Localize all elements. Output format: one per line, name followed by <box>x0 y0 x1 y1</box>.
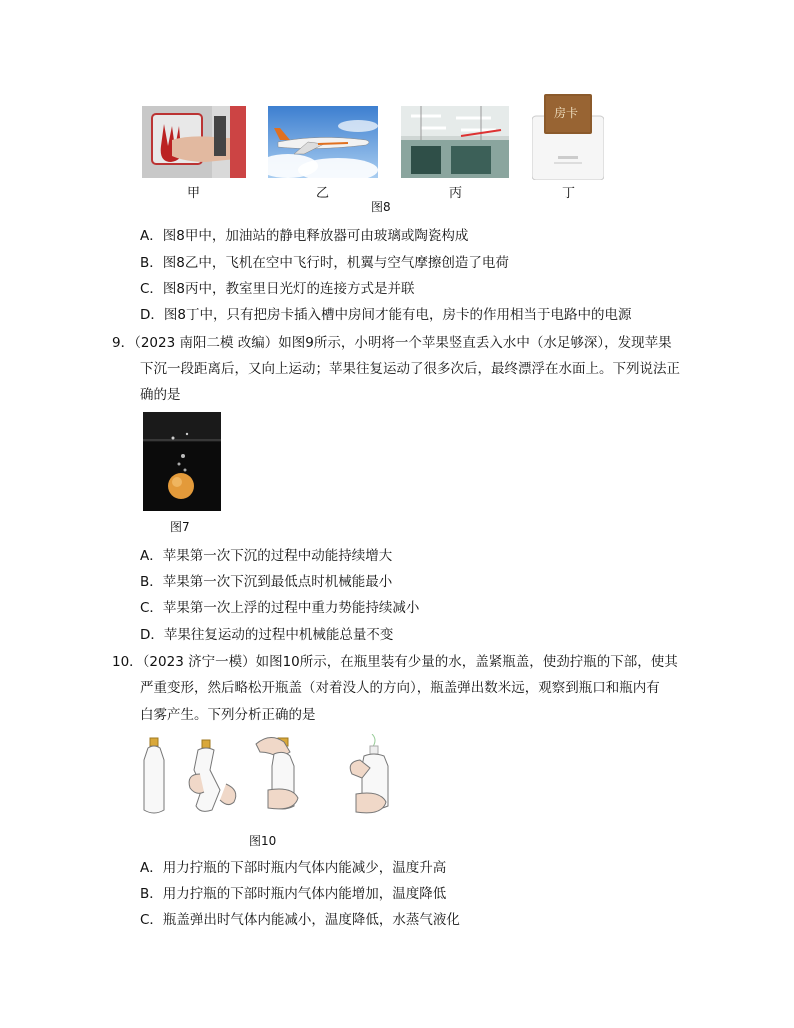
fig8-label-ding: 丁 <box>562 186 576 201</box>
q10-option-c: C．瓶盖弹出时气体内能减小，温度降低，水蒸气液化 <box>140 912 460 928</box>
fig8-option-b: B．图8乙中，飞机在空中飞行时，机翼与空气摩擦创造了电荷 <box>140 255 509 271</box>
fig8-option-d: D．图8丁中，只有把房卡插入槽中房间才能有电，房卡的作用相当于电路中的电源 <box>140 307 632 323</box>
q9-option-a: A．苹果第一次下沉的过程中动能持续增大 <box>140 548 393 564</box>
q9-stem-line-2: 下沉一段距离后，又向上运动；苹果往复运动了很多次后，最终漂浮在水面上。下列说法正 <box>140 361 680 377</box>
q10-option-b: B．用力拧瓶的下部时瓶内气体内能增加，温度降低 <box>140 886 447 902</box>
q10-stem-line-1: 10．（2023 济宁一模）如图10所示，在瓶里装有少量的水，盖紧瓶盖，使劲拧瓶的下部，使其 <box>112 654 678 670</box>
fig8-label-jia: 甲 <box>187 186 201 201</box>
fig8-label-yi: 乙 <box>316 186 330 201</box>
q9-stem-line-1: 9．（2023 南阳二模 改编）如图9所示，小明将一个苹果竖直丢入水中（水足够深），发现苹果 <box>112 335 672 351</box>
q10-bottles-image <box>140 734 400 818</box>
q9-apple-image <box>143 412 221 511</box>
fig8-bing-image <box>401 106 509 178</box>
q9-option-d: D．苹果往复运动的过程中机械能总量不变 <box>140 627 394 643</box>
q10-stem-line-3: 白雾产生。下列分析正确的是 <box>140 707 316 723</box>
q10-option-a: A．用力拧瓶的下部时瓶内气体内能减少，温度升高 <box>140 860 447 876</box>
fig8-jia-image <box>142 106 246 178</box>
fig8-option-a: A．图8甲中，加油站的静电释放器可由玻璃或陶瓷构成 <box>140 228 469 244</box>
fig8-yi-image <box>268 106 378 178</box>
q9-option-b: B．苹果第一次下沉到最低点时机械能最小 <box>140 574 393 590</box>
q9-stem-line-3: 确的是 <box>140 387 181 403</box>
card-text: 房卡 <box>554 106 579 120</box>
fig8-label-bing: 丙 <box>449 186 463 201</box>
fig8-caption: 图8 <box>371 200 391 214</box>
q10-caption: 图10 <box>249 834 277 848</box>
q10-stem-line-2: 严重变形，然后略松开瓶盖（对着没人的方向），瓶盖弹出数米远，观察到瓶口和瓶内有 <box>140 680 660 696</box>
q9-option-c: C．苹果第一次上浮的过程中重力势能持续减小 <box>140 600 420 616</box>
q9-caption: 图7 <box>170 520 190 534</box>
fig8-option-c: C．图8丙中，教室里日光灯的连接方式是并联 <box>140 281 415 297</box>
